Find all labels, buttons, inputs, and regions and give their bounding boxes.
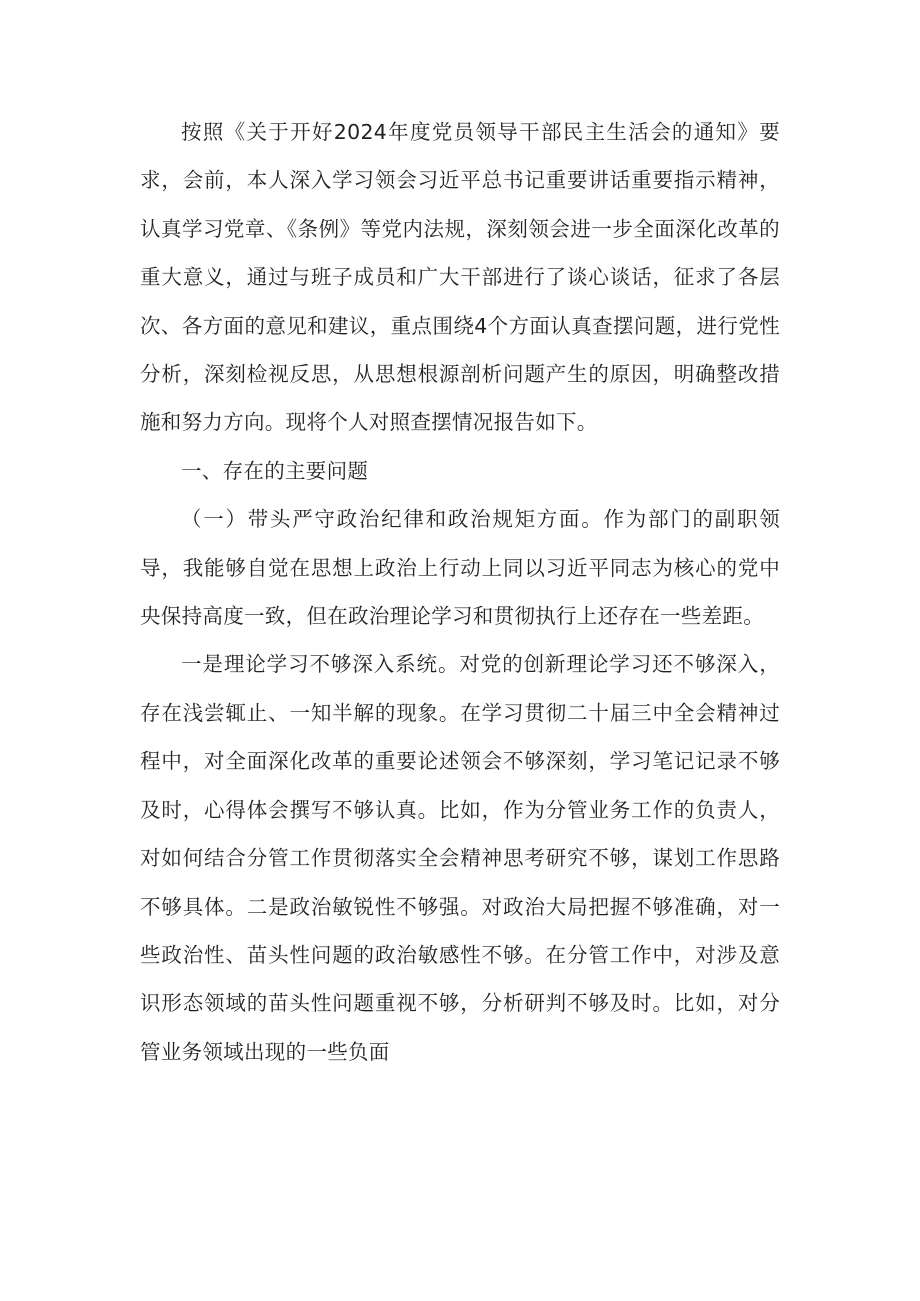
body-paragraph: 一是理论学习不够深入系统。对党的创新理论学习还不够深入，存在浅尝辄止、一知半解的现象。在学习贯彻二十届三中全会精神过程中，对全面深化改革的重要论述领会不够深刻，学习笔记记录不够及时，心得体会撰写不够认真。比如，作为分管业务工作的负责人，对如何结合分管工作贯彻落实全会精神思考研究不够，谋划工作思路不够具体。二是政治敏锐性不够强。对政治大局把握不够准确，对一些政治性、苗头性问题的政治敏感性不够。在分管工作中，对涉及意识形态领域的苗头性问题重视不够，分析研判不够及时。比如，对分管业务领域出现的一些负面 (140, 652, 780, 1064)
subsection-paragraph: （一）带头严守政治纪律和政治规矩方面。作为部门的副职领导，我能够自觉在思想上政治上行动上同以习近平同志为核心的党中央保持高度一致，但在政治理论学习和贯彻执行上还存在一些差距。 (140, 507, 780, 629)
intro-paragraph: 按照《关于开好2024年度党员领导干部民主生活会的通知》要求，会前，本人深入学习领会习近平总书记重要讲话重要指示精神，认真学习党章、《条例》等党内法规，深刻领会进一步全面深化改革的重大意义，通过与班子成员和广大干部进行了谈心谈话，征求了各层次、各方面的意见和建议，重点围绕4个方面认真查摆问题，进行党性分析，深刻检视反思，从思想根源剖析问题产生的原因，明确整改措施和努力方向。现将个人对照查摆情况报告如下。 (140, 120, 780, 435)
document-body (140, 108, 780, 1076)
section-heading: 一、存在的主要问题 (181, 458, 369, 483)
